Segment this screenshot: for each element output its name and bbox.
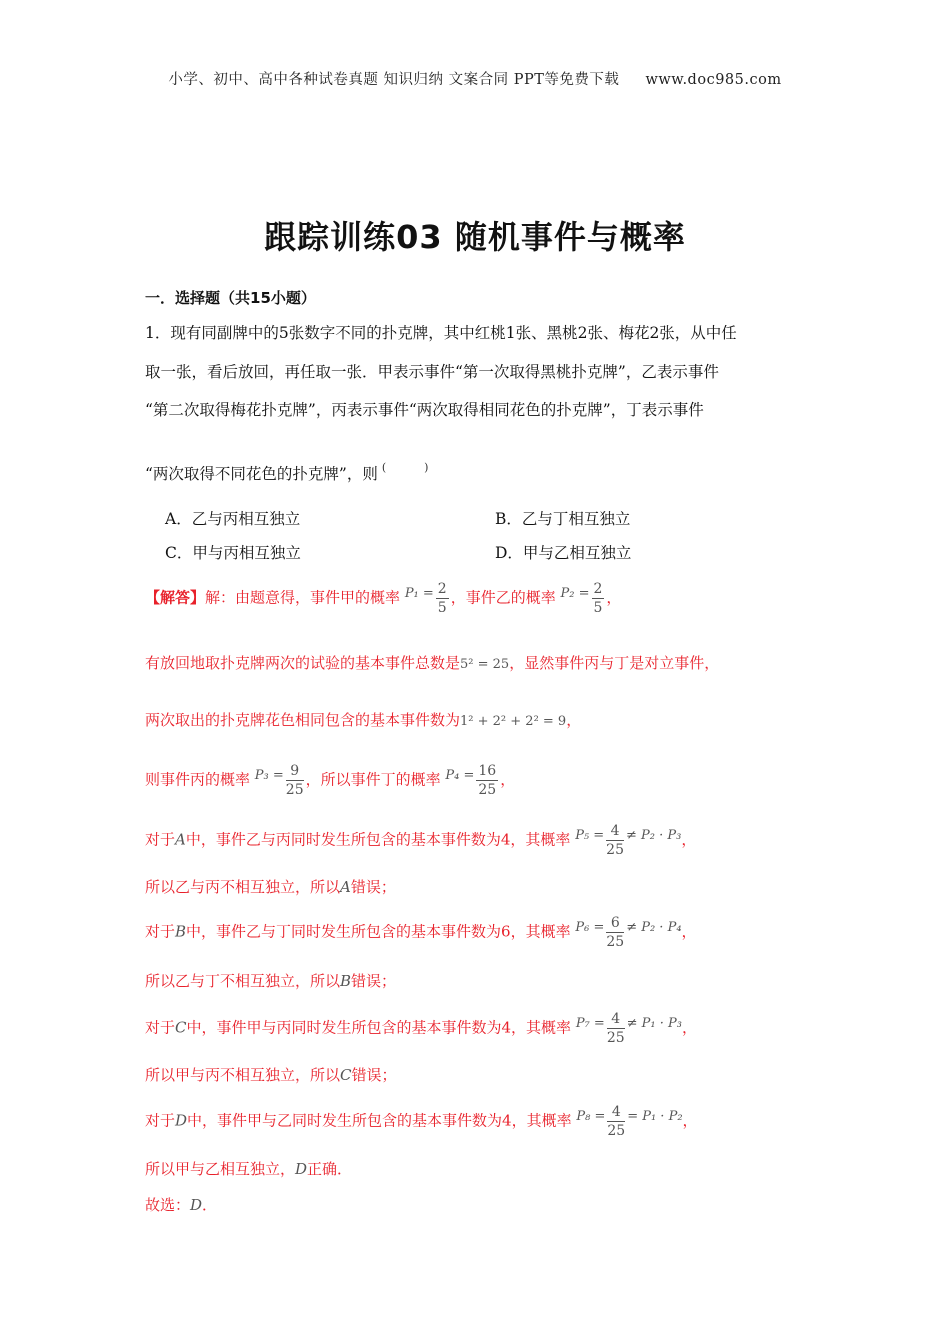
answer-line: 两次取出的扑克牌花色相同包含的基本事件数为1² + 2² + 2² = 9， — [145, 711, 582, 729]
fraction: $\frac{4}{25}$ — [606, 1011, 625, 1046]
fraction: $\frac{4}{25}$ — [606, 823, 624, 858]
question-line: “第二次取得梅花扑克牌”，丙表示事件“两次取得相同花色的扑克牌”，丁表示事件 — [145, 401, 704, 419]
answer-conclusion: 故选：D． — [145, 1196, 218, 1214]
fraction: $\frac{4}{25}$ — [607, 1104, 626, 1139]
answer-line: 对于D中，事件甲与乙同时发生所包含的基本事件数为4，其概率 P₈ = $\frac{4}{25}$ = P₁ · P₂， — [145, 1104, 698, 1139]
answer-line: 所以甲与乙相互独立，D正确． — [145, 1160, 353, 1178]
answer-line: 对于A中，事件乙与丙同时发生所包含的基本事件数为4，其概率 P₅ = $\frac{4}{25}$ ≠ P₂ · P₃， — [145, 823, 697, 858]
question-line: 取一张，看后放回，再任取一张．甲表示事件“第一次取得黑桃扑克牌”，乙表示事件 — [145, 363, 719, 381]
fraction: $\frac{16}{25}$ — [478, 763, 497, 798]
page-header — [0, 68, 950, 89]
fraction: $\frac{2}{5}$ — [437, 581, 447, 616]
answer-line: 所以乙与丙不相互独立，所以A错误； — [145, 878, 396, 896]
option-d: D．甲与乙相互独立 — [495, 544, 632, 562]
option-c: C．甲与丙相互独立 — [165, 544, 301, 562]
option-a: A．乙与丙相互独立 — [165, 510, 301, 528]
section-heading: 一．选择题（共15小题） — [145, 289, 316, 307]
question-line: 1．现有同副牌中的5张数字不同的扑克牌，其中红桃1张、黑桃2张、梅花2张，从中任 — [145, 324, 737, 342]
answer-line: 所以乙与丁不相互独立，所以B错误； — [145, 972, 397, 990]
fraction: $\frac{6}{25}$ — [606, 915, 625, 950]
option-b: B．乙与丁相互独立 — [495, 510, 631, 528]
header-url[interactable]: www.doc985.com — [645, 72, 782, 88]
answer-line: 则事件丙的概率 P₃ = $\frac{9}{25}$ ，所以事件丁的概率 P₄ = $\frac{16}{25}$ ， — [145, 763, 516, 798]
header-text: 小学、初中、高中各种试卷真题 知识归纳 文案合同 PPT等免费下载 — [168, 72, 620, 88]
answer-line: 所以甲与丙不相互独立，所以C错误； — [145, 1066, 397, 1084]
answer-line: 【解答】解：由题意得，事件甲的概率 P₁ = $\frac{2}{5}$ ，事件乙的概率 P₂ = $\frac{2}{5}$ ， — [145, 581, 622, 616]
answer-line: 对于B中，事件乙与丁同时发生所包含的基本事件数为6，其概率 P₆ = $\frac{6}{25}$ ≠ P₂ · P₄， — [145, 915, 697, 950]
fraction: $\frac{9}{25}$ — [285, 763, 304, 798]
answer-tag: 【解答】 — [145, 588, 206, 607]
answer-blank: ( ) — [381, 461, 429, 474]
answer-line: 对于C中，事件甲与丙同时发生所包含的基本事件数为4，其概率 P₇ = $\frac{4}{25}$ ≠ P₁ · P₃， — [145, 1011, 697, 1046]
page-title: 跟踪训练03 随机事件与概率 — [264, 218, 686, 256]
fraction: $\frac{2}{5}$ — [593, 581, 603, 616]
answer-line: 有放回地取扑克牌两次的试验的基本事件总数是5² = 25，显然事件丙与丁是对立事件， — [145, 654, 720, 672]
question-text: “两次取得不同花色的扑克牌”，则 — [145, 465, 378, 483]
question-line — [145, 461, 429, 486]
